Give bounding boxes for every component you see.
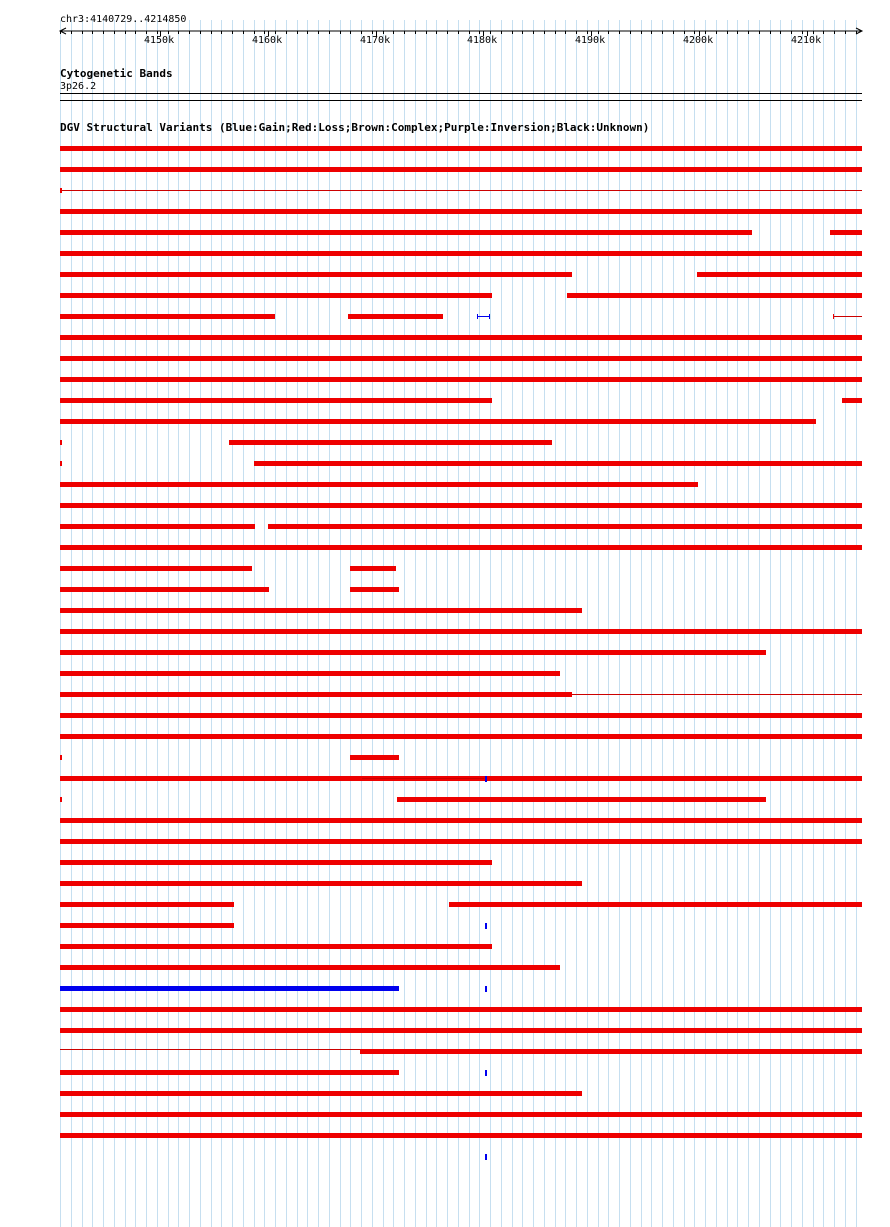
variant-endpoint[interactable] [477,314,478,319]
ruler-tick-label: 4210k [791,35,822,46]
loss-variant-bar[interactable] [350,755,399,760]
loss-variant-bar[interactable] [60,377,862,382]
dgv-track-title: DGV Structural Variants (Blue:Gain;Red:Loss;Brown:Complex;Purple:Inversion;Black:Unknown) [60,121,650,134]
ruler-tick-label: 4200k [683,35,714,46]
loss-variant-bar[interactable] [60,230,752,235]
loss-variant-bar[interactable] [60,167,862,172]
cytoband-label: 3p26.2 [60,81,97,92]
variant-line[interactable] [833,316,862,317]
loss-variant-bar[interactable] [350,587,399,592]
loss-variant-bar[interactable] [60,566,252,571]
loss-variant-bar[interactable] [60,398,492,403]
loss-variant-bar[interactable] [60,671,560,676]
variant-line[interactable] [572,694,862,695]
loss-variant-bar[interactable] [60,839,862,844]
loss-variant-bar[interactable] [60,902,234,907]
loss-variant-bar[interactable] [60,1028,862,1033]
ruler-tick-label: 4190k [575,35,606,46]
loss-variant-bar[interactable] [60,1070,399,1075]
variant-line[interactable] [361,778,484,779]
loss-variant-bar[interactable] [842,398,862,403]
loss-variant-bar[interactable] [60,545,862,550]
loss-variant-bar[interactable] [60,713,862,718]
loss-variant-bar[interactable] [60,1091,582,1096]
ruler-tick-label: 4180k [467,35,498,46]
loss-variant-bar[interactable] [60,923,234,928]
loss-variant-bar[interactable] [60,314,275,319]
loss-variant-bar[interactable] [60,524,255,529]
cytoband-track-title: Cytogenetic Bands [60,67,173,80]
loss-variant-bar[interactable] [697,272,862,277]
loss-variant-bar[interactable] [567,293,862,298]
cytoband-line-top [60,93,862,94]
loss-variant-bar[interactable] [60,1133,862,1138]
loss-variant-bar[interactable] [60,1112,862,1117]
loss-variant-bar[interactable] [397,797,766,802]
ruler-tick-label: 4150k [144,35,175,46]
loss-variant-bar[interactable] [60,503,862,508]
loss-variant-bar[interactable] [60,251,862,256]
coordinate-readout: chr3:4140729..4214850 [60,14,187,25]
gain-variant-tick[interactable] [485,1070,487,1076]
ruler [0,0,890,60]
gain-variant-tick[interactable] [485,1154,487,1160]
loss-variant-bar[interactable] [60,146,232,151]
loss-variant-bar[interactable] [60,587,269,592]
loss-variant-bar[interactable] [60,293,492,298]
loss-variant-bar[interactable] [232,146,862,151]
loss-variant-bar[interactable] [60,209,862,214]
variant-endpoint[interactable] [361,776,362,781]
loss-variant-bar[interactable] [60,860,492,865]
variant-endpoint[interactable] [833,314,834,319]
loss-variant-bar[interactable] [60,272,572,277]
loss-variant-bar[interactable] [60,797,62,802]
loss-variant-bar[interactable] [60,419,816,424]
loss-variant-bar[interactable] [60,356,862,361]
loss-variant-bar[interactable] [60,629,862,634]
loss-variant-bar[interactable] [60,734,862,739]
loss-variant-bar[interactable] [348,314,443,319]
loss-variant-bar[interactable] [60,881,582,886]
loss-variant-bar[interactable] [60,692,572,697]
variant-endpoint[interactable] [489,314,490,319]
variant-endpoint[interactable] [60,188,62,193]
loss-variant-bar[interactable] [229,440,552,445]
loss-variant-bar[interactable] [60,818,862,823]
loss-variant-bar[interactable] [60,335,862,340]
loss-variant-bar[interactable] [60,944,492,949]
cytoband-line-bottom [60,100,862,101]
loss-variant-bar[interactable] [60,965,560,970]
loss-variant-bar[interactable] [60,440,62,445]
gain-variant-tick[interactable] [485,923,487,929]
gain-variant-tick[interactable] [485,776,487,782]
loss-variant-bar[interactable] [60,755,62,760]
loss-variant-bar[interactable] [830,230,862,235]
variant-line[interactable] [60,1049,360,1050]
variant-line[interactable] [60,190,862,191]
loss-variant-bar[interactable] [360,1049,862,1054]
gain-variant-bar[interactable] [60,986,399,991]
loss-variant-bar[interactable] [60,461,62,466]
loss-variant-bar[interactable] [254,461,862,466]
loss-variant-bar[interactable] [60,1007,862,1012]
ruler-tick-label: 4160k [252,35,283,46]
gain-variant-tick[interactable] [485,986,487,992]
ruler-tick-label: 4170k [360,35,391,46]
loss-variant-bar[interactable] [60,482,698,487]
gain-variant-line[interactable] [477,316,489,317]
loss-variant-bar[interactable] [268,524,862,529]
loss-variant-bar[interactable] [60,608,582,613]
loss-variant-bar[interactable] [350,566,396,571]
loss-variant-bar[interactable] [60,650,766,655]
loss-variant-bar[interactable] [449,902,862,907]
